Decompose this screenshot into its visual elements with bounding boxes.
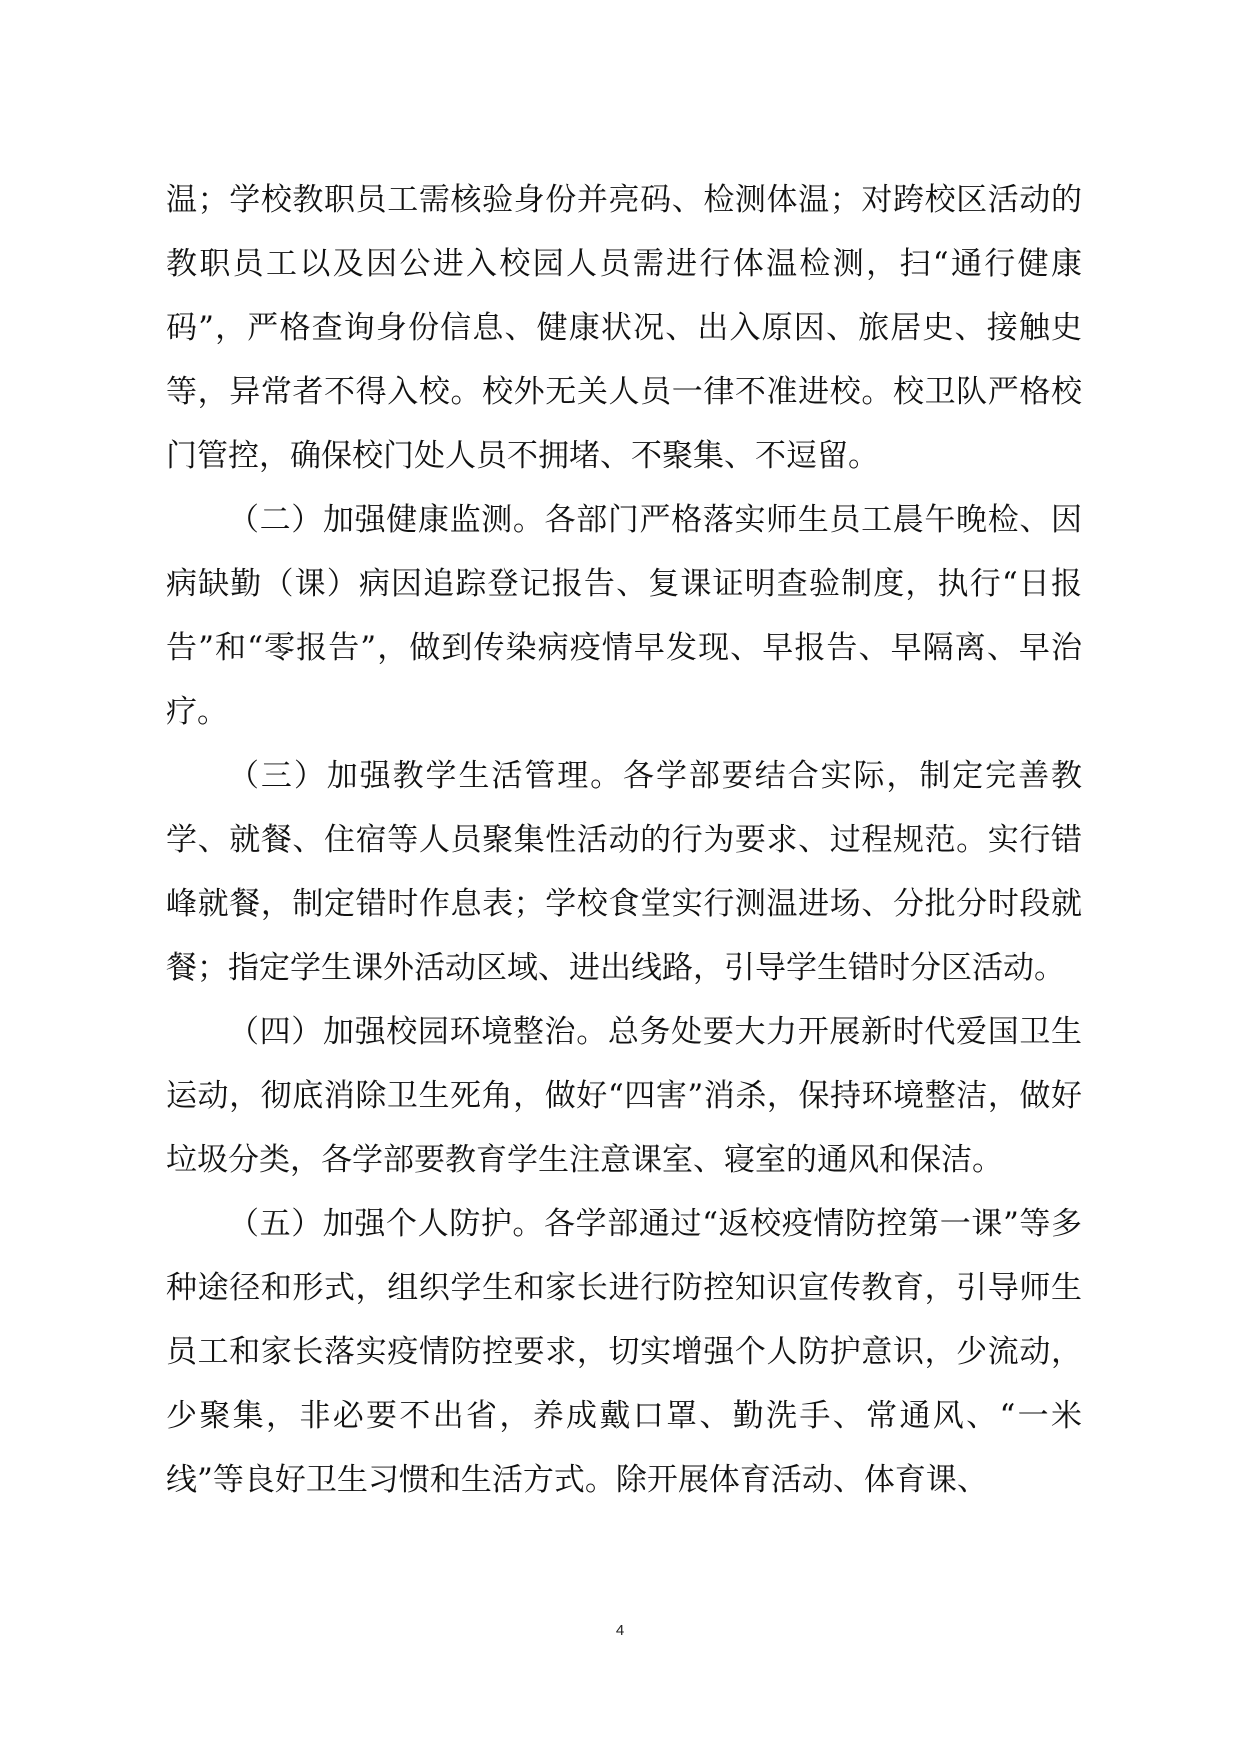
page-number: 4 bbox=[615, 1622, 625, 1639]
paragraph-teaching-life-management bbox=[166, 744, 1082, 1000]
paragraph-text: 总务处要大力开展新时代爱国卫生运动，彻底消除卫生死角，做好“四害”消杀，保持环境整洁，做好垃圾分类，各学部要教育学生注意课室、寝室的通风和保洁。 bbox=[166, 1014, 1083, 1178]
paragraph-heading: （五）加强个人防护。 bbox=[228, 1206, 545, 1242]
paragraph-heading: （四）加强校园环境整治。 bbox=[228, 1014, 608, 1050]
paragraph-health-monitoring bbox=[166, 488, 1082, 744]
paragraph-heading: （三）加强教学生活管理。 bbox=[228, 758, 624, 794]
paragraph-heading: （二）加强健康监测。 bbox=[228, 502, 545, 538]
paragraph-text: 各学部通过“返校疫情防控第一课”等多种途径和形式，组织学生和家长进行防控知识宣传教育，引导师生员工和家长落实疫情防控要求，切实增强个人防护意识，少流动，少聚集，非必要不出省，养成戴口罩、勤洗手、常通风、“一米线”等良好卫生习惯和生活方式。除开展体育活动、体育课、 bbox=[166, 1206, 1083, 1498]
paragraph-personal-protection bbox=[166, 1192, 1082, 1512]
paragraph-text: 各部门严格落实师生员工晨午晚检、因病缺勤（课）病因追踪登记报告、复课证明查验制度，执行“日报告”和“零报告”，做到传染病疫情早发现、早报告、早隔离、早治疗。 bbox=[166, 502, 1083, 730]
paragraph-text: 温；学校教职员工需核验身份并亮码、检测体温；对跨校区活动的教职员工以及因公进入校园人员需进行体温检测，扫“通行健康码”，严格查询身份信息、健康状况、出入原因、旅居史、接触史等，异常者不得入校。校外无关人员一律不准进校。校卫队严格校门管控，确保校门处人员不拥堵、不聚集、不逗留。 bbox=[166, 182, 1082, 474]
paragraph-campus-environment bbox=[166, 1000, 1082, 1192]
body-text bbox=[166, 168, 1082, 1512]
paragraph-continued bbox=[166, 168, 1082, 488]
paragraph-text: 各学部要结合实际，制定完善教学、就餐、住宿等人员聚集性活动的行为要求、过程规范。实行错峰就餐，制定错时作息表；学校食堂实行测温进场、分批分时段就餐；指定学生课外活动区域、进出线路，引导学生错时分区活动。 bbox=[166, 758, 1083, 986]
